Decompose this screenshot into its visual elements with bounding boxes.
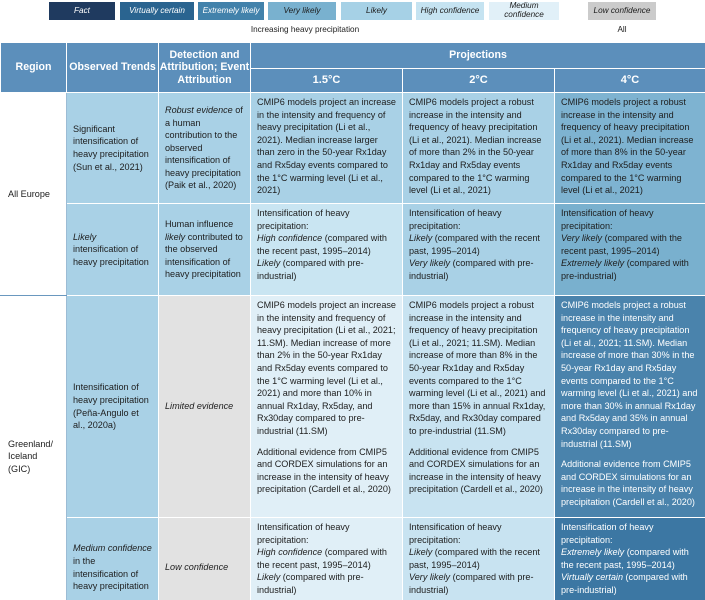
likelihood-label: High confidence (257, 233, 323, 244)
table-row (1, 204, 705, 296)
header-4c: 4°C (555, 69, 705, 93)
projection-additional-evidence: Additional evidence from CMIP5 and CORDEX simulations for an increase in the intensity of heavy precipitation (Cardell et al., 2020) (257, 446, 391, 495)
projection-intro: Intensification of heavy precipitation: (561, 522, 654, 545)
attribution-text: of a human contribution to the observed intensification of heavy precipitation (Paik et al., 2020) (165, 104, 243, 191)
observed-cell: Intensification of heavy precipitation (Peña-Angulo et al., 2020a) (67, 296, 159, 518)
projection-intro: Intensification of heavy precipitation: (257, 522, 350, 545)
confidence-legend (0, 0, 705, 40)
attribution-cell: Low confidence (159, 518, 251, 600)
projection-4c-cell: CMIP6 models project a robust increase in the intensity and frequency of heavy precipitation (Li et al., 2021). Median increase of more than 8% in the 50-year Rx1day and Rx5day events compared to the 1°C warming level (Li et al., 2021) (555, 93, 705, 204)
observed-cell (67, 518, 159, 600)
table-row (1, 93, 705, 204)
header-2c: 2°C (403, 69, 555, 93)
projection-note: (compared with pre-industrial) (409, 572, 534, 595)
projection-2c-cell (403, 204, 555, 296)
likelihood-label: High confidence (257, 547, 323, 558)
region-all-europe: All Europe (1, 93, 67, 296)
projection-additional-evidence: Additional evidence from CMIP5 and CORDEX simulations for an increase in the intensity of heavy precipitation (Cardell et al., 2020) (409, 446, 543, 495)
legend-likely: Likely (341, 2, 412, 20)
likelihood-label: Virtually certain (561, 572, 623, 583)
header-region: Region (1, 43, 67, 93)
likelihood-label: Likely (409, 547, 433, 558)
attribution-cell (159, 93, 251, 204)
projection-intro: Intensification of heavy precipitation: (561, 208, 654, 231)
projection-text: CMIP6 models project an increase in the intensity and frequency of heavy precipitation (Li et al., 2021; 11.SM). Median increase of more than 2% in the 50-year Rx1day and Rx5day events compared to the 1°C warming level (Li et al., 2021) and more than 10% in annual Rx1day, Rx5day, and Rx30day compared to pre-industrial (11.SM) (257, 300, 396, 436)
attribution-emphasis: likely (165, 231, 186, 242)
projection-2c-cell (403, 518, 555, 600)
projection-4c-cell (555, 518, 705, 600)
observed-cell (67, 204, 159, 296)
likelihood-label: Extremely likely (561, 547, 625, 558)
legend-extremely-likely: Extremely likely (198, 2, 264, 20)
projection-note: (compared with the recent past, 1995–2014) (561, 547, 689, 570)
attribution-emphasis: Robust evidence (165, 104, 233, 115)
projection-note: (compared with pre-industrial) (561, 572, 688, 595)
projection-note: (compared with the recent past, 1995–2014) (409, 233, 540, 256)
observed-text: intensification of heavy precipitation (73, 244, 149, 267)
observed-cell: Significant intensification of heavy precipitation (Sun et al., 2021) (67, 93, 159, 204)
likelihood-label: Likely (409, 233, 433, 244)
projection-note: (compared with the recent past, 1995–2014) (409, 547, 540, 570)
projection-4c-cell (555, 296, 705, 518)
table-row (1, 518, 705, 600)
legend-fact: Fact (49, 2, 115, 20)
projection-note: (compared with pre-industrial) (257, 572, 364, 595)
projection-intro: Intensification of heavy precipitation: (409, 208, 502, 231)
likelihood-label: Extremely likely (561, 258, 625, 269)
attribution-cell: Limited evidence (159, 296, 251, 518)
projection-note: (compared with the recent past, 1995–2014) (257, 547, 387, 570)
projection-1-5c-cell: CMIP6 models project an increase in the intensity and frequency of heavy precipitation (Li et al., 2021). Median increase larger than zero in the 50-year Rx1day and Rx5day events compared to the 1°C warming level (Li et al., 2021) (251, 93, 403, 204)
legend-low-confidence: Low confidence (588, 2, 656, 20)
projection-note: (compared with the recent past, 1995–2014) (561, 233, 682, 256)
projection-1-5c-cell (251, 296, 403, 518)
likelihood-label: Likely (257, 572, 281, 583)
observed-emphasis: Medium confidence (73, 543, 152, 554)
likelihood-label: Very likely (409, 258, 451, 269)
header-projections: Projections (251, 43, 705, 69)
projection-note: (compared with pre-industrial) (257, 258, 364, 281)
projection-intro: Intensification of heavy precipitation: (409, 522, 502, 545)
header-detection-attribution: Detection and Attribution; Event Attribution (159, 43, 251, 93)
projection-4c-cell (555, 204, 705, 296)
projection-note: (compared with pre-industrial) (409, 258, 534, 281)
heavy-precipitation-table (0, 42, 705, 600)
table-row (1, 296, 705, 518)
projection-1-5c-cell (251, 518, 403, 600)
projection-intro: Intensification of heavy precipitation: (257, 208, 350, 231)
attribution-cell (159, 204, 251, 296)
observed-emphasis: Likely (73, 231, 97, 242)
projection-text: CMIP6 models project a robust increase in the intensity and frequency of heavy precipitation (Li et al., 2021; 11.SM). Median increase of more than 8% in the 50-year Rx1day and Rx5day events compared to the 1°C warming level (Li et al., 2021) and more than 15% in annual Rx1day, Rx5day, and Rx30day compared to pre-industrial (11.SM) (409, 300, 546, 436)
projection-note: (compared with pre-industrial) (561, 258, 689, 281)
legend-all-label: All (617, 25, 627, 34)
region-greenland-iceland: Greenland/ Iceland (GIC) (1, 296, 67, 600)
observed-text: in the intensification of heavy precipitation (73, 555, 149, 592)
header-1-5c: 1.5°C (251, 69, 403, 93)
projection-2c-cell: CMIP6 models project a robust increase in the intensity and frequency of heavy precipitation (Li et al., 2021). Median increase of more than 2% in the 50-year Rx1day and Rx5day events compared to the 1°C warming level (Li et al., 2021) (403, 93, 555, 204)
attribution-text: Human influence (165, 219, 234, 230)
legend-virtually-certain: Virtually certain (120, 2, 194, 20)
likelihood-label: Likely (257, 258, 281, 269)
legend-high-confidence: High confidence (416, 2, 484, 20)
projection-text: CMIP6 models project a robust increase in the intensity and frequency of heavy precipitation (Li et al., 2021; 11.SM). Median increase of more than 30% in the 50-year Rx1day and Rx5day events compared to the 1°C warming level (Li et al., 2021) and more than 30% in annual Rx1day and Rx5day and 35% in annual Rx30day compared to pre-industrial (11.SM) (561, 300, 698, 449)
projection-2c-cell (403, 296, 555, 518)
likelihood-label: Very likely (561, 233, 603, 244)
projection-note: (compared with the recent past, 1995–2014) (257, 233, 387, 256)
attribution-text: contributed to the observed intensification of heavy precipitation (165, 231, 243, 280)
legend-medium-confidence: Medium confidence (489, 2, 559, 20)
projection-1-5c-cell (251, 204, 403, 296)
legend-very-likely: Very likely (268, 2, 336, 20)
legend-caption: Increasing heavy precipitation (250, 25, 360, 34)
header-observed-trends: Observed Trends (67, 43, 159, 93)
projection-additional-evidence: Additional evidence from CMIP5 and CORDEX simulations for an increase in the intensity of heavy precipitation (Cardell et al., 2020) (561, 459, 695, 507)
likelihood-label: Very likely (409, 572, 451, 583)
